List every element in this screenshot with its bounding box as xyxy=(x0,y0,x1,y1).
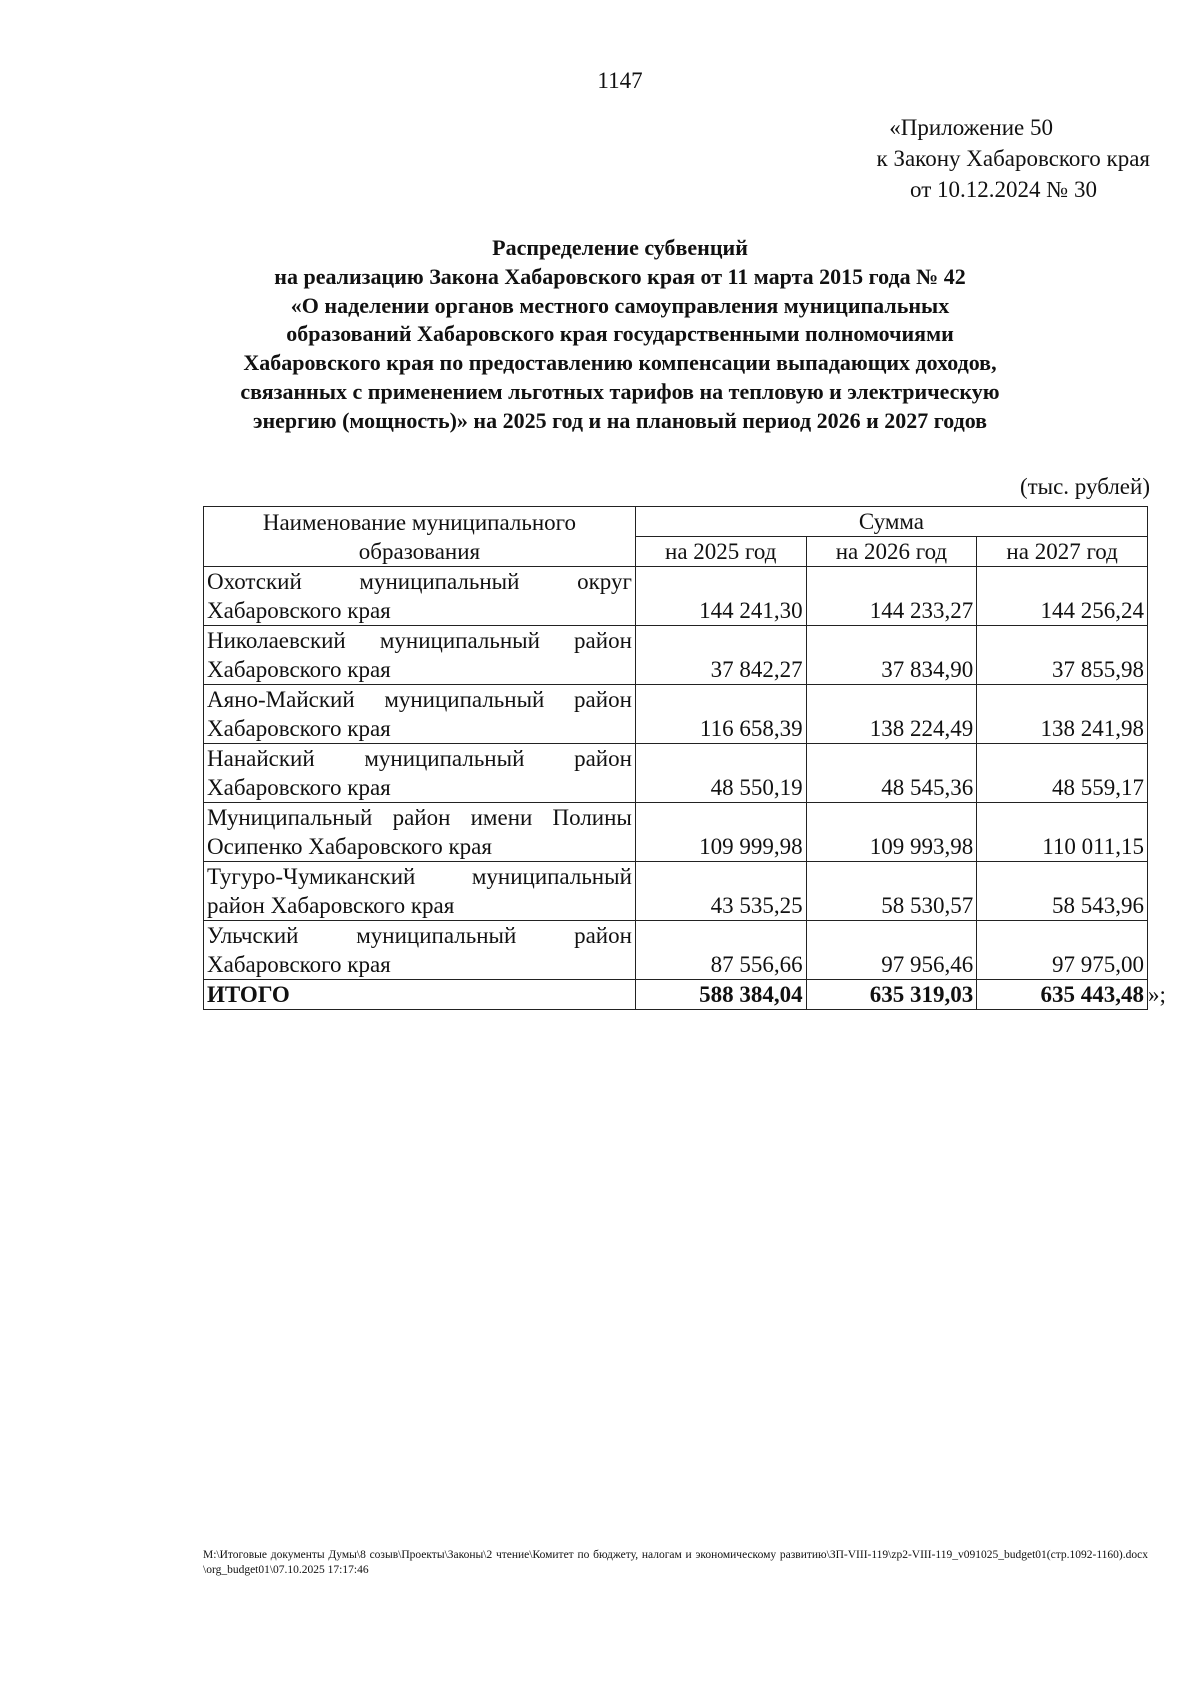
header-municipality: Наименование муниципального образования xyxy=(204,507,636,567)
municipality-name: Муниципальный район имени Полины Осипенко Хабаровского края xyxy=(204,803,636,862)
amount-2025: 48 550,19 xyxy=(635,744,806,803)
title-line: Распределение субвенций xyxy=(492,235,748,260)
total-2025: 588 384,04 xyxy=(635,980,806,1010)
table-row xyxy=(204,803,1148,862)
table-row xyxy=(204,862,1148,921)
footer-file-path: M:\Итоговые документы Думы\8 созыв\Проекты\Законы\2 чтение\Комитет по бюджету, налогам и экономическому развитию\ЗП-VIII-119\zp2-VIII-119_v091025_budget01(стр.1092-1160).docx\org_budget01\07.10.2025 17:17:46 xyxy=(203,1549,1148,1576)
total-2026: 635 319,03 xyxy=(806,980,977,1010)
amount-2025: 37 842,27 xyxy=(635,626,806,685)
table-row xyxy=(204,685,1148,744)
title-line: Хабаровского края по предоставлению компенсации выпадающих доходов, xyxy=(243,350,997,376)
amount-2025: 144 241,30 xyxy=(635,567,806,626)
header-year-2025: на 2025 год xyxy=(635,537,806,567)
header-year-2026: на 2026 год xyxy=(806,537,977,567)
total-row xyxy=(204,980,1148,1010)
title-line: образований Хабаровского края государственными полномочиями xyxy=(286,321,954,347)
amount-2027: 110 011,15 xyxy=(977,803,1148,862)
table-row xyxy=(204,567,1148,626)
total-2027: 635 443,48 xyxy=(977,980,1148,1010)
total-label: ИТОГО xyxy=(204,980,636,1010)
title-line: связанных с применением льготных тарифов на тепловую и электрическую xyxy=(240,378,1000,404)
amount-2025: 116 658,39 xyxy=(635,685,806,744)
subventions-table xyxy=(203,506,1148,1010)
closing-quote: »; xyxy=(1148,982,1166,1007)
units-label: (тыс. рублей) xyxy=(1019,474,1150,499)
title-line: на реализацию Закона Хабаровского края от 11 марта 2015 года № 42 xyxy=(274,263,966,289)
annex-reference xyxy=(700,112,1150,205)
amount-2027: 97 975,00 xyxy=(977,921,1148,980)
municipality-name: Ульчский муниципальный район Хабаровского края xyxy=(204,921,636,980)
amount-2026: 48 545,36 xyxy=(806,744,977,803)
amount-2026: 97 956,46 xyxy=(806,921,977,980)
title-line: энергию (мощность)» на 2025 год и на плановый период 2026 и 2027 годов xyxy=(252,407,988,433)
municipality-name: Нанайский муниципальный район Хабаровского края xyxy=(204,744,636,803)
amount-2025: 109 999,98 xyxy=(635,803,806,862)
header-year-2027: на 2027 год xyxy=(977,537,1148,567)
municipality-name: Тугуро-Чумиканский муниципальный район Хабаровского края xyxy=(204,862,636,921)
table-row xyxy=(204,626,1148,685)
amount-2027: 138 241,98 xyxy=(977,685,1148,744)
municipality-name: Охотский муниципальный округ Хабаровского края xyxy=(204,567,636,626)
municipality-name: Аяно-Майский муниципальный район Хабаровского края xyxy=(204,685,636,744)
amount-2026: 58 530,57 xyxy=(806,862,977,921)
amount-2026: 138 224,49 xyxy=(806,685,977,744)
annex-number: «Приложение 50 xyxy=(889,115,1053,140)
amount-2026: 109 993,98 xyxy=(806,803,977,862)
amount-2027: 58 543,96 xyxy=(977,862,1148,921)
amount-2025: 87 556,66 xyxy=(635,921,806,980)
title-line: «О наделении органов местного самоуправления муниципальных xyxy=(290,292,950,318)
municipality-name: Николаевский муниципальный район Хабаровского края xyxy=(204,626,636,685)
table-row xyxy=(204,744,1148,803)
annex-law: к Закону Хабаровского края xyxy=(876,146,1150,171)
amount-2027: 48 559,17 xyxy=(977,744,1148,803)
amount-2026: 37 834,90 xyxy=(806,626,977,685)
amount-2025: 43 535,25 xyxy=(635,862,806,921)
table-row xyxy=(204,921,1148,980)
amount-2027: 37 855,98 xyxy=(977,626,1148,685)
amount-2026: 144 233,27 xyxy=(806,567,977,626)
amount-2027: 144 256,24 xyxy=(977,567,1148,626)
document-title xyxy=(180,234,1060,436)
page-number: 1147 xyxy=(597,68,643,93)
annex-date: от 10.12.2024 № 30 xyxy=(910,177,1097,202)
header-sum: Сумма xyxy=(635,507,1147,537)
